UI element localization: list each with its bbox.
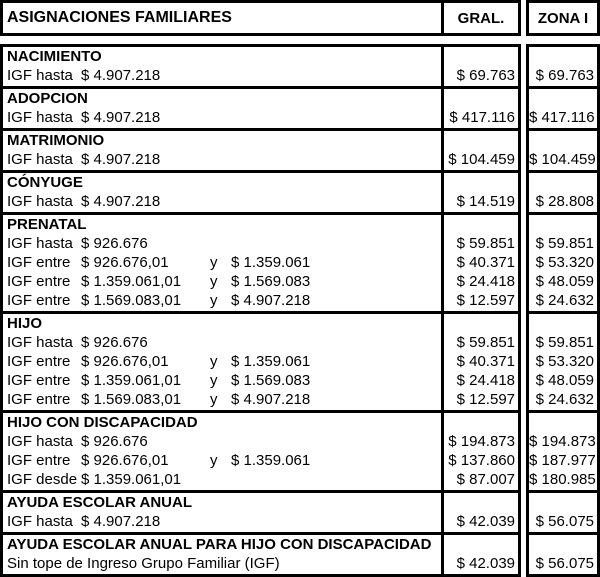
amount-limit: $ 4.907.218 [81,67,161,84]
gral-value: $ 24.418 [456,372,515,389]
igf-condition-row [3,192,441,211]
igf-label: IGF entre [7,391,71,408]
gral-values-cell [441,86,521,131]
zona-i-values-cell [526,490,600,535]
section-title: HIJO [7,315,43,332]
amount-limit: $ 4.907.218 [81,109,161,126]
gral-value: $ 12.597 [456,292,515,309]
table-section [0,128,600,173]
zona-i-value: $ 24.632 [535,292,594,309]
table-section [0,212,600,314]
zona-i-values-cell [526,170,600,215]
zona-i-value: $ 48.059 [535,273,594,290]
gral-value: $ 24.418 [456,273,515,290]
gral-value: $ 104.459 [448,151,515,168]
gral-value: $ 87.007 [456,471,515,488]
igf-condition-row [3,432,441,451]
igf-label: IGF entre [7,452,71,469]
zona-i-values-cell [526,212,600,314]
section-description-cell [0,410,444,493]
zona-i-values-cell [526,86,600,131]
amount-from: $ 926.676,01 [81,353,169,370]
section-title: ADOPCION [7,90,88,107]
table-section [0,490,600,535]
igf-condition-row [3,371,441,390]
amount-limit: $ 926.676 [81,334,148,351]
gral-value: $ 69.763 [456,67,515,84]
amount-limit: $ 4.907.218 [81,193,161,210]
igf-label: IGF entre [7,372,71,389]
amount-to: $ 1.359.061 [231,452,311,469]
gral-value: $ 42.039 [456,555,515,572]
zona-i-value: $ 59.851 [535,334,594,351]
igf-condition-row [3,108,441,127]
igf-condition-row [3,333,441,352]
amount-to: $ 1.359.061 [231,353,311,370]
section-description-cell [0,44,444,89]
gral-value: $ 417.116 [449,109,515,126]
section-description-cell [0,490,444,535]
amount-from: $ 1.359.061,01 [81,372,182,389]
and-connector: y [210,372,218,389]
igf-condition-row [3,390,441,409]
and-connector: y [210,254,218,271]
amount-from: $ 1.359.061,01 [81,273,182,290]
amount-to: $ 4.907.218 [231,292,311,309]
igf-condition-row [3,554,441,573]
gral-value: $ 42.039 [456,513,515,530]
table-body [0,44,600,577]
amount-to: $ 1.359.061 [231,254,311,271]
zona-i-value: $ 104.459 [529,151,596,168]
igf-label: IGF hasta [7,109,73,126]
and-connector: y [210,452,218,469]
gral-value: $ 59.851 [456,334,515,351]
gral-value: $ 194.873 [448,433,515,450]
table-section [0,311,600,413]
gral-value: $ 59.851 [456,235,515,252]
section-title: AYUDA ESCOLAR ANUAL PARA HIJO CON DISCAPACIDAD [7,536,432,553]
table-header-row [0,0,600,36]
amount-limit: $ 926.676 [81,433,148,450]
igf-condition-row [3,352,441,371]
igf-label: IGF hasta [7,433,73,450]
gral-value: $ 12.597 [456,391,515,408]
table-section [0,44,600,89]
igf-condition-row [3,234,441,253]
zona-i-value: $ 53.320 [535,254,594,271]
gral-values-cell [441,490,521,535]
section-title: NACIMIENTO [7,48,102,65]
igf-label: IGF hasta [7,334,73,351]
condition-text: Sin tope de Ingreso Grupo Familiar (IGF) [7,555,280,572]
section-description-cell [0,311,444,413]
igf-label: IGF hasta [7,513,73,530]
igf-label: IGF desde [7,471,78,488]
amount-limit: $ 926.676 [81,235,148,252]
igf-label: IGF hasta [7,235,73,252]
amount-limit: $ 1.359.061,01 [81,471,182,488]
column-header-gral: GRAL. [441,0,521,36]
igf-condition-row [3,291,441,310]
zona-i-value: $ 53.320 [535,353,594,370]
gral-values-cell [441,311,521,413]
amount-limit: $ 4.907.218 [81,151,161,168]
column-header-zona-i: ZONA I [526,0,600,36]
gral-value: $ 14.519 [456,193,515,210]
table-section [0,170,600,215]
igf-label: IGF entre [7,254,71,271]
section-description-cell [0,532,444,577]
zona-i-values-cell [526,44,600,89]
amount-to: $ 4.907.218 [231,391,311,408]
igf-condition-row [3,150,441,169]
igf-condition-row [3,512,441,531]
and-connector: y [210,353,218,370]
zona-i-value: $ 187.977 [529,452,596,469]
and-connector: y [210,391,218,408]
zona-i-value: $ 180.985 [529,471,596,488]
amount-from: $ 926.676,01 [81,254,169,271]
and-connector: y [210,273,218,290]
section-title: CÓNYUGE [7,174,83,191]
zona-i-values-cell [526,311,600,413]
igf-condition-row [3,451,441,470]
zona-i-values-cell [526,410,600,493]
zona-i-value: $ 59.851 [535,235,594,252]
zona-i-value: $ 417.116 [529,109,595,126]
table-section [0,86,600,131]
amount-from: $ 1.569.083,01 [81,391,182,408]
zona-i-value: $ 69.763 [535,67,594,84]
zona-i-value: $ 194.873 [529,433,596,450]
igf-condition-row [3,470,441,489]
zona-i-value: $ 56.075 [535,513,594,530]
igf-label: IGF hasta [7,67,73,84]
section-title: HIJO CON DISCAPACIDAD [7,414,198,431]
gral-values-cell [441,128,521,173]
zona-i-value: $ 48.059 [535,372,594,389]
igf-label: IGF entre [7,353,71,370]
amount-limit: $ 4.907.218 [81,513,161,530]
igf-label: IGF hasta [7,151,73,168]
gral-value: $ 40.371 [456,254,515,271]
amount-to: $ 1.569.083 [231,372,311,389]
igf-condition-row [3,66,441,85]
section-description-cell [0,86,444,131]
amount-from: $ 1.569.083,01 [81,292,182,309]
gral-values-cell [441,410,521,493]
table-title: ASIGNACIONES FAMILIARES [0,0,444,36]
section-title: AYUDA ESCOLAR ANUAL [7,494,193,511]
zona-i-value: $ 28.808 [535,193,594,210]
gral-values-cell [441,212,521,314]
table-section [0,532,600,577]
amount-from: $ 926.676,01 [81,452,169,469]
gral-values-cell [441,170,521,215]
gral-value: $ 40.371 [456,353,515,370]
igf-condition-row [3,272,441,291]
amount-to: $ 1.569.083 [231,273,311,290]
zona-i-values-cell [526,532,600,577]
gral-value: $ 137.860 [448,452,515,469]
igf-label: IGF entre [7,273,71,290]
and-connector: y [210,292,218,309]
section-description-cell [0,170,444,215]
table-section [0,410,600,493]
zona-i-values-cell [526,128,600,173]
igf-label: IGF hasta [7,193,73,210]
section-title: PRENATAL [7,216,87,233]
igf-condition-row [3,253,441,272]
zona-i-value: $ 24.632 [535,391,594,408]
gral-values-cell [441,44,521,89]
gral-values-cell [441,532,521,577]
igf-label: IGF entre [7,292,71,309]
section-description-cell [0,128,444,173]
section-description-cell [0,212,444,314]
section-title: MATRIMONIO [7,132,105,149]
zona-i-value: $ 56.075 [535,555,594,572]
